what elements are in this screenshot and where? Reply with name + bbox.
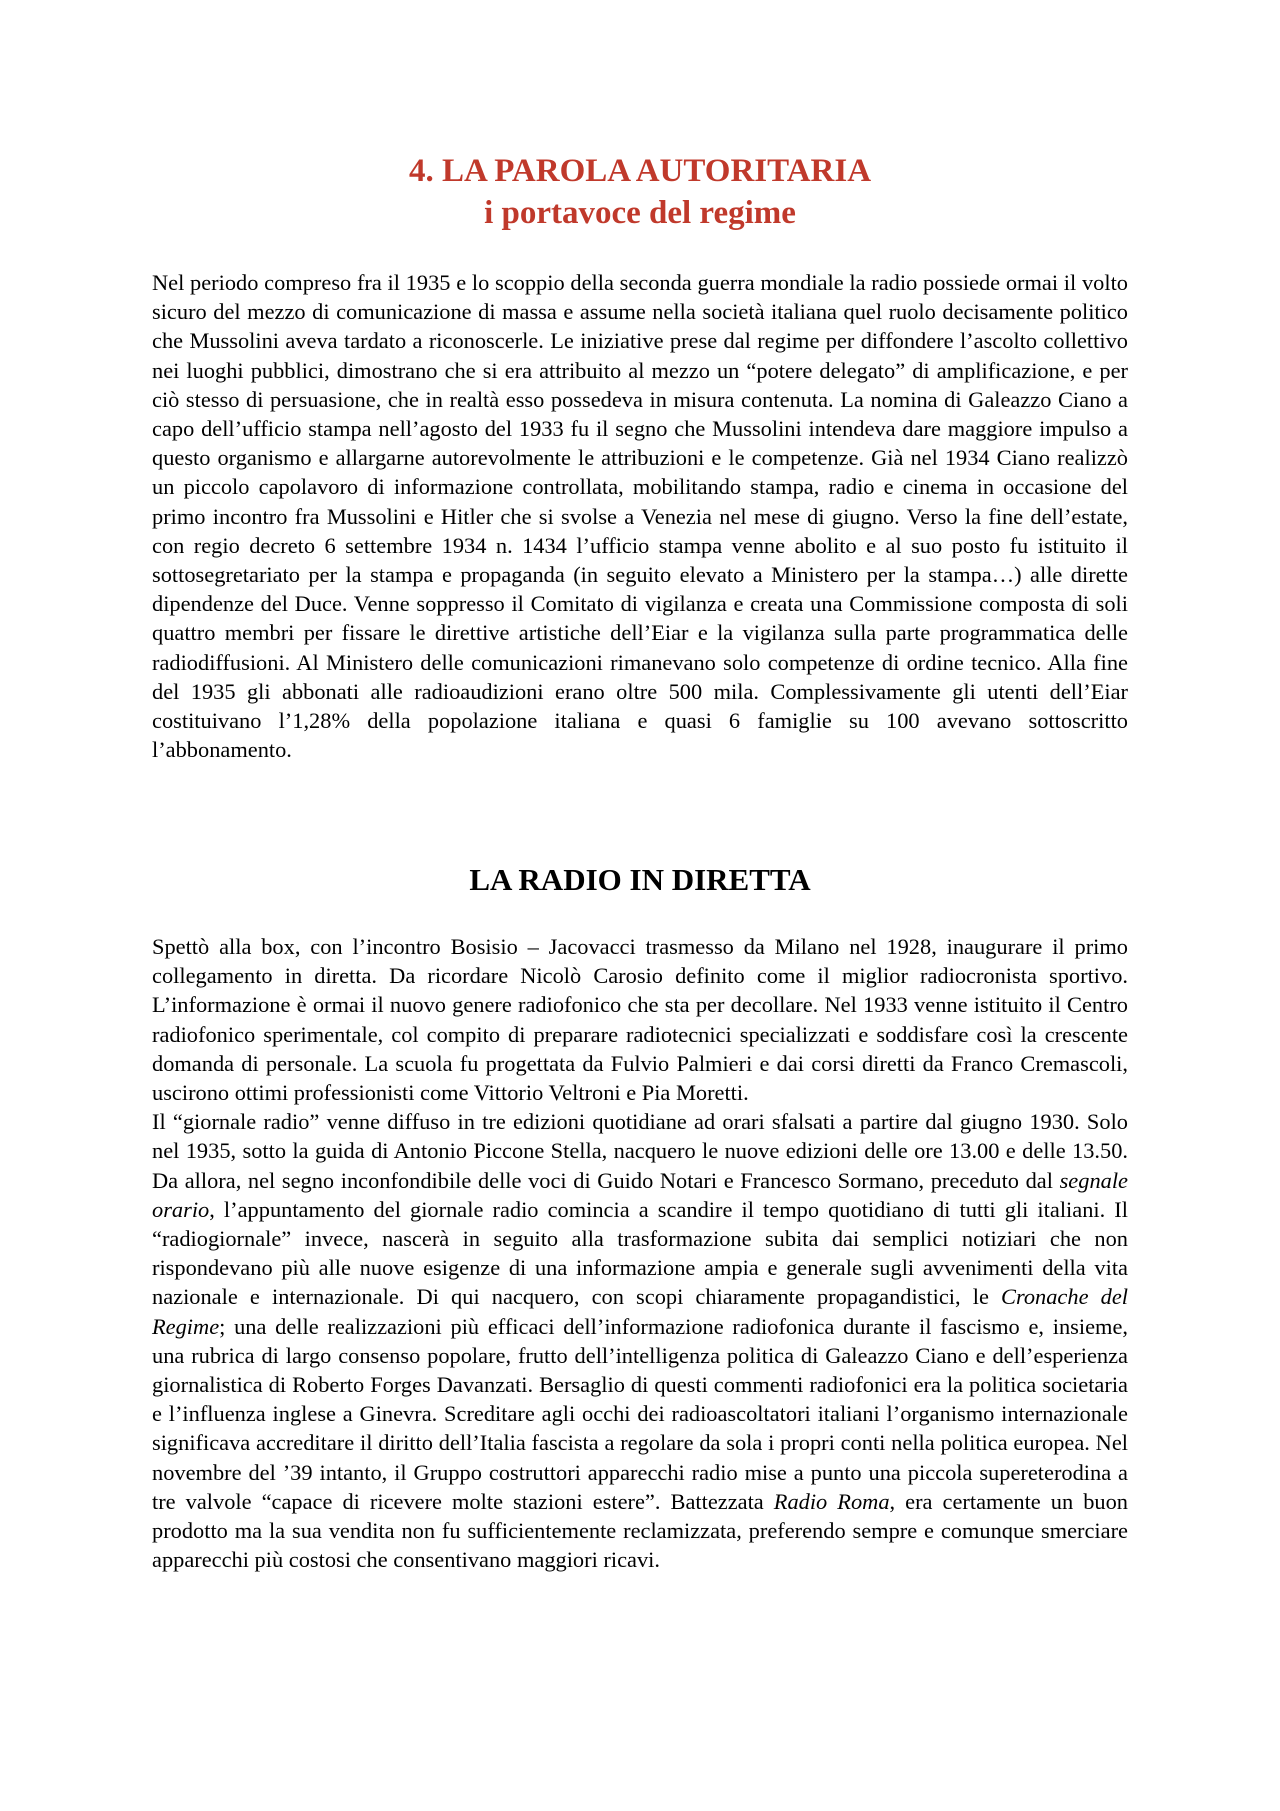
paragraph-text: , l’appuntamento del giornale radio comincia a scandire il tempo quotidiano di tutti gli italiani. Il “radiogiornale” invece, nascerà in seguito alla trasformazione subita dai semplici notiziari che non rispondevano più alle nuove esigenze di una informazione ampia e generale sugli avvenimenti della vita nazionale e internazionale. Di qui nacquero, con scopi chiaramente propagandistici, le — [152, 1196, 1128, 1310]
paragraph-text: ; una delle realizzazioni più efficaci dell’informazione radiofonica durante il fascismo e, insieme, una rubrica di largo consenso popolare, frutto dell’intelligenza politica di Galeazzo Ciano e dell’esperienza giornalistica di Roberto Forges Davanzati. Bersaglio di questi commenti radiofonici era la politica societaria e l’influenza inglese a Ginevra. Screditare agli occhi dei radioascoltatori italiani l’organismo internazionale significava accreditare il diritto dell’Italia fascista a regolare da sola i propri conti nella politica europea. Nel novembre del ’39 intanto, il Gruppo costruttori apparecchi radio mise a punto una piccola supereterodina a tre valvole “capace di ricevere molte stazioni estere”. Battezzata — [152, 1313, 1128, 1514]
paragraph-text: Il “giornale radio” venne diffuso in tre edizioni quotidiane ad orari sfalsati a partire dal giugno 1930. Solo nel 1935, sotto la guida di Antonio Piccone Stella, nacquero le nuove edizioni delle ore 13.00 e delle 13.50. Da allora, nel segno inconfondibile delle voci di Guido Notari e Francesco Sormano, preceduto dal — [152, 1109, 1128, 1193]
paragraph-text: , era certamente un buon prodotto ma la sua vendita non fu sufficientemente reclamizzata, preferendo sempre e comunque smerciare apparecchi più costosi che consentivano maggiori ricavi. — [152, 1488, 1128, 1573]
section2-body — [152, 932, 1128, 1574]
section-heading-radio-in-diretta: LA RADIO IN DIRETTA — [469, 862, 811, 897]
section1-paragraph: Nel periodo compreso fra il 1935 e lo scoppio della seconda guerra mondiale la radio possiede ormai il volto sicuro del mezzo di comunicazione di massa e assume nella società italiana quel ruolo decisamente politico che Mussolini aveva tardato a riconoscerle. Le iniziative prese dal regime per diffondere l’ascolto collettivo nei luoghi pubblici, dimostrano che si era attribuito al mezzo un “potere delegato” di amplificazione, e per ciò stesso di persuasione, che in realtà esso possedeva in misura contenuta. La nomina di Galeazzo Ciano a capo dell’ufficio stampa nell’agosto del 1933 fu il segno che Mussolini intendeva dare maggiore impulso a questo organismo e allargarne autorevolmente le attribuzioni e le competenze. Già nel 1934 Ciano realizzò un piccolo capolavoro di informazione controllata, mobilitando stampa, radio e cinema in occasione del primo incontro fra Mussolini e Hitler che si svolse a Venezia nel mese di giugno. Verso la fine dell’estate, con regio decreto 6 settembre 1934 n. 1434 l’ufficio stampa venne abolito e al suo posto fu istituito il sottosegretariato per la stampa e propaganda (in seguito elevato a Ministero per la stampa…) alle dirette dipendenze del Duce. Venne soppresso il Comitato di vigilanza e creata una Commissione composta di soli quattro membri per fissare le direttive artistiche dell’Eiar e la vigilanza sulla parte programmatica delle radiodiffusioni. Al Ministero delle comunicazioni rimanevano solo competenze di ordine tecnico. Alla fine del 1935 gli abbonati alle radioaudizioni erano oltre 500 mila. Complessivamente gli utenti dell’Eiar costituivano l’1,28% della popolazione italiana e quasi 6 famiglie su 100 avevano sottoscritto l’abbonamento. — [152, 270, 1128, 763]
chapter-title-block — [0, 150, 1280, 234]
section2-paragraph-2 — [152, 1107, 1128, 1574]
italic-term-radio-roma: Radio Roma — [773, 1488, 890, 1514]
section1-body — [152, 268, 1128, 764]
section2-paragraph-1: Spettò alla box, con l’incontro Bosisio – Jacovacci trasmesso da Milano nel 1928, inaugurare il primo collegamento in diretta. Da ricordare Nicolò Carosio definito come il miglior radiocronista sportivo. L’informazione è ormai il nuovo genere radiofonico che sta per decollare. Nel 1933 venne istituito il Centro radiofonico sperimentale, col compito di preparare radiotecnici specializzati e soddisfare così la crescente domanda di personale. La scuola fu progettata da Fulvio Palmieri e dai corsi diretti da Franco Cremascoli, uscirono ottimi professionisti come Vittorio Veltroni e Pia Moretti. — [152, 934, 1128, 1106]
chapter-title: 4. LA PAROLA AUTORITARIA — [408, 153, 872, 189]
chapter-subtitle: i portavoce del regime — [484, 195, 796, 231]
italic-term-segnale-orario: segnale orario — [152, 1167, 1128, 1222]
italic-term-cronache-del-regime: Cronache del Regime — [152, 1284, 1128, 1339]
